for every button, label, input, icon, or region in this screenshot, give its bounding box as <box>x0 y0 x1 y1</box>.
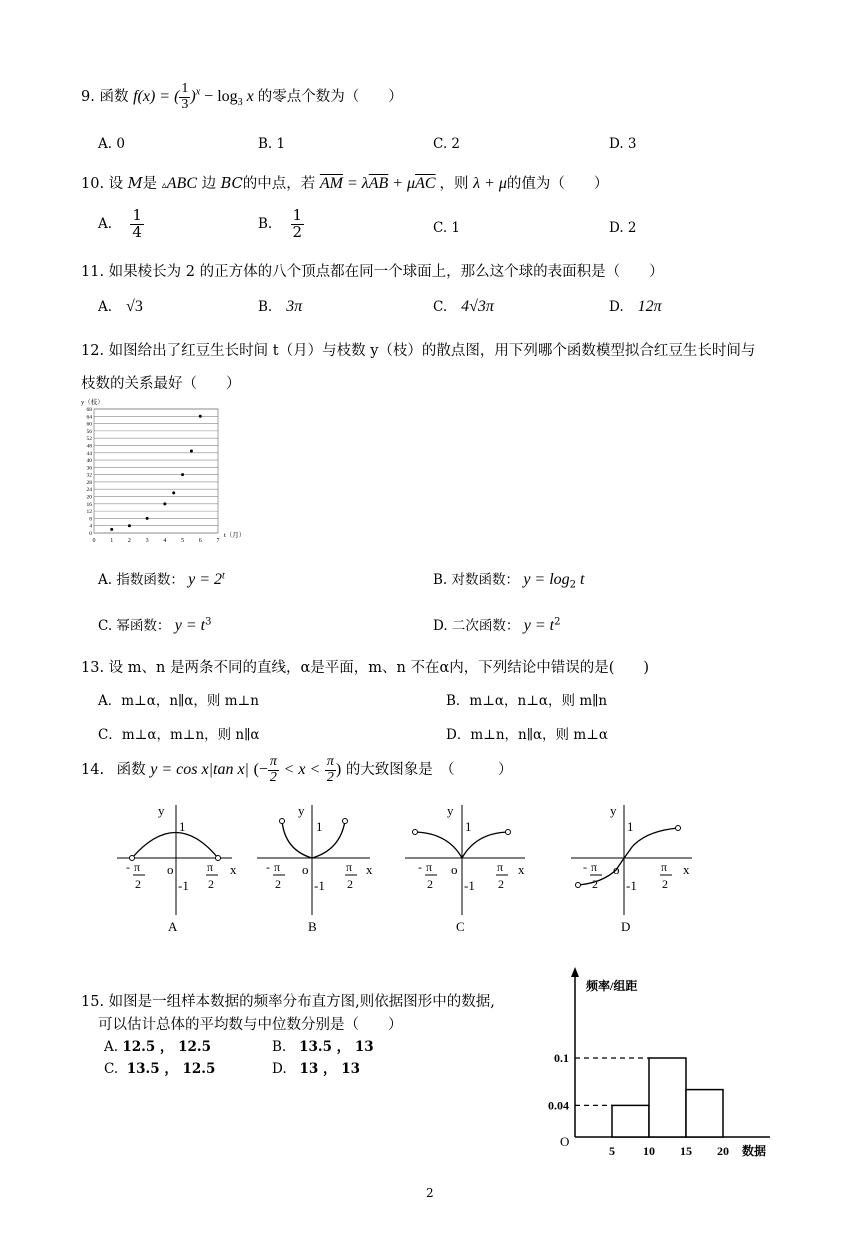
option-b: B．m⊥α，n⊥α，则 m∥n <box>446 693 608 709</box>
option-d: D. 12π <box>609 298 662 315</box>
histogram-bar <box>612 1105 649 1137</box>
option-c: C. 4√3π <box>433 298 494 315</box>
scatter-frame <box>94 409 218 533</box>
option-c: C. 幂函数： $y = t^3$ <box>98 616 212 634</box>
hist-xlabel: 数据 <box>742 1144 767 1158</box>
svg-text:y: y <box>610 803 617 818</box>
question-12-line2: 枝数的关系最好（ ） <box>81 376 241 392</box>
svg-text:1: 1 <box>179 819 186 834</box>
graph-label: B <box>308 919 317 934</box>
scatter-point <box>163 502 166 505</box>
svg-text:-1: -1 <box>178 878 189 893</box>
svg-text:2: 2 <box>347 877 353 891</box>
vector-equation: $\overline{AM} = \lambda\overline{AB} + \mu\overline{AC}$ <box>319 175 436 192</box>
question-15-line1: 15. 如图是一组样本数据的频率分布直方图,则依据图形中的数据, <box>81 994 495 1010</box>
scatter-x-tick: 5 <box>181 538 185 544</box>
scatter-x-tick: 3 <box>145 538 149 544</box>
option-b: B. $\frac{1}{2}$ <box>258 206 303 241</box>
svg-text:2: 2 <box>135 877 141 891</box>
option-b: B. 1 <box>258 136 286 152</box>
graph-a <box>112 795 242 940</box>
scatter-y-tick: 68 <box>86 407 92 413</box>
graph-label: A <box>168 919 178 934</box>
svg-text:π: π <box>274 860 281 874</box>
svg-text:-: - <box>126 860 130 874</box>
option-a: A. 0 <box>98 136 125 152</box>
histogram-x-tick: 5 <box>609 1144 615 1158</box>
svg-text:2: 2 <box>662 877 668 891</box>
option-c: C. 1 <box>433 220 461 236</box>
svg-text:y: y <box>158 803 165 818</box>
fraction: $\frac{\pi}{2}$ <box>326 754 334 785</box>
option-a: A. √3 <box>98 298 143 315</box>
hist-origin: O <box>560 1134 570 1149</box>
scatter-y-tick: 4 <box>89 523 92 530</box>
page-number: 2 <box>426 1186 434 1200</box>
svg-text:2: 2 <box>427 877 433 891</box>
option-a: A．m⊥α，n∥α，则 m⊥n <box>98 693 259 709</box>
svg-text:π: π <box>497 860 504 874</box>
option-b: B. 13.5 ， 13 <box>272 1039 374 1055</box>
scatter-y-tick: 44 <box>86 450 92 457</box>
svg-text:2: 2 <box>275 877 281 891</box>
option-d: D. 2 <box>609 220 637 236</box>
option-c: C．m⊥α，m⊥n，则 n∥α <box>98 727 260 743</box>
scatter-y-tick: 56 <box>86 428 92 435</box>
scatter-point <box>146 517 149 520</box>
svg-text:π: π <box>134 860 141 874</box>
scatter-y-tick: 0 <box>89 531 92 537</box>
option-c: C. 2 <box>433 136 461 152</box>
scatter-x-tick: 4 <box>163 538 167 544</box>
question-number: 10. <box>81 176 105 192</box>
scatter-y-tick: 8 <box>89 516 92 523</box>
svg-text:1: 1 <box>465 819 472 834</box>
graph-label: C <box>456 919 465 934</box>
question-9 <box>81 82 403 122</box>
fraction: $\frac{1}{4}$ <box>132 206 142 241</box>
option-a: A. $\frac{1}{4}$ <box>98 206 142 241</box>
option-b: B. 对数函数： $y = \log_2 t$ <box>433 571 585 591</box>
scatter-point <box>172 491 175 494</box>
svg-text:π: π <box>661 860 668 874</box>
svg-text:2: 2 <box>498 877 504 891</box>
question-11: 11. 如果棱长为 2 的正方体的八个顶点都在同一个球面上，那么这个球的表面积是（ ） <box>81 264 664 280</box>
scatter-point <box>190 449 193 452</box>
histogram-x-tick: 20 <box>717 1144 729 1158</box>
scatter-point <box>128 524 131 527</box>
scatter-y-tick: 28 <box>86 479 92 486</box>
option-d: D. 13 ， 13 <box>272 1061 360 1077</box>
scatter-xlabel: t（月） <box>224 532 246 539</box>
option-d: D. 二次函数： $y = t^2$ <box>433 616 561 634</box>
svg-text:x: x <box>230 862 237 877</box>
svg-text:2: 2 <box>208 877 214 891</box>
svg-text:π: π <box>207 860 214 874</box>
scatter-x-tick: 7 <box>216 538 220 544</box>
fraction: $\frac{\pi}{2}$ <box>269 754 277 785</box>
question-number: 9. <box>81 88 95 105</box>
svg-text:-1: -1 <box>626 878 637 893</box>
question-text: 函数 <box>99 88 129 105</box>
option-a: A. 指数函数： $y = 2^t$ <box>98 570 225 588</box>
formula: f(x) = ( $\frac{1}{3}$ )$^x - \log_3 x$ <box>133 81 254 112</box>
graph-b <box>252 795 382 940</box>
option-a: A. 12.5 ， 12.5 <box>104 1039 212 1055</box>
svg-text:1: 1 <box>627 819 634 834</box>
graph-c <box>400 795 535 940</box>
fraction: $\frac{1}{3}$ <box>181 81 189 112</box>
scatter-point <box>110 528 113 531</box>
scatter-ylabel: y（枝） <box>81 399 104 406</box>
graph-d <box>566 795 701 940</box>
histogram-x-tick: 10 <box>643 1144 655 1158</box>
question-13: 13. 设 m、n 是两条不同的直线，α是平面，m、n 不在α内，下列结论中错误的是( ) <box>81 660 650 676</box>
scatter-y-tick: 64 <box>86 414 92 421</box>
scatter-x-tick: 6 <box>198 538 202 544</box>
svg-text:-: - <box>266 860 270 874</box>
svg-text:y: y <box>298 803 305 818</box>
svg-text:-: - <box>418 860 422 874</box>
svg-text:o: o <box>451 862 458 877</box>
question-10: 10. 设 M是 ▵ABC 边 BC的中点，若 $\overline{AM} = \lambda\overline{AB} + \mu\overline{AC}$ ，则 λ + μ的值为（ ） <box>81 175 609 192</box>
fraction: $\frac{1}{2}$ <box>292 206 303 241</box>
scatter-y-tick: 20 <box>86 494 92 501</box>
question-text-end: 的零点个数为（ ） <box>257 88 403 105</box>
option-b: B. 3π <box>258 298 303 315</box>
scatter-y-tick: 52 <box>86 436 92 443</box>
svg-text:o: o <box>613 862 620 877</box>
svg-text:x: x <box>366 862 373 877</box>
svg-text:-: - <box>583 860 587 874</box>
svg-text:1: 1 <box>316 819 323 834</box>
svg-text:x: x <box>683 862 690 877</box>
triangle-icon: ▵ <box>161 180 167 191</box>
question-12-line1: 12. 如图给出了红豆生长时间 t（月）与枝数 y（枝）的散点图，用下列哪个函数模型拟合红豆生长时间与 <box>81 343 756 359</box>
svg-text:x: x <box>518 862 525 877</box>
question-15-line2: 可以估计总体的平均数与中位数分别是（ ） <box>98 1017 403 1033</box>
histogram-bar <box>686 1090 723 1137</box>
graph-label: D <box>621 919 631 934</box>
scatter-x-tick: 1 <box>110 538 114 544</box>
svg-text:2: 2 <box>592 877 598 891</box>
svg-text:π: π <box>426 860 433 874</box>
option-d: D．m⊥n，n∥α，则 m⊥α <box>446 727 608 743</box>
scatter-y-tick: 48 <box>86 443 92 450</box>
svg-text:-1: -1 <box>464 878 475 893</box>
scatter-y-tick: 16 <box>86 501 92 508</box>
scatter-y-tick: 60 <box>86 421 92 428</box>
svg-text:π: π <box>591 860 598 874</box>
question-14: 14. 函数 y = cos x|tan x| (− $\frac{\pi}{2}$ < x < $\frac{\pi}{2}$ ) 的大致图象是 （ ） <box>81 754 513 785</box>
svg-text:π: π <box>346 860 353 874</box>
scatter-y-tick: 24 <box>86 487 92 494</box>
scatter-plot <box>78 395 268 555</box>
histogram-bar <box>649 1058 686 1137</box>
svg-text:-1: -1 <box>314 878 325 893</box>
hist-ylabel: 频率/组距 <box>586 979 638 993</box>
histogram-y-tick: 0.1 <box>554 1051 569 1065</box>
svg-text:y: y <box>447 803 454 818</box>
scatter-x-tick: 0 <box>92 538 96 544</box>
svg-text:o: o <box>167 862 174 877</box>
scatter-point <box>181 473 184 476</box>
histogram-x-tick: 15 <box>680 1144 692 1158</box>
option-d: D. 3 <box>609 136 637 152</box>
scatter-x-tick: 2 <box>127 538 131 544</box>
scatter-point <box>199 415 202 418</box>
option-c: C. 13.5 ， 12.5 <box>104 1061 216 1077</box>
scatter-y-tick: 40 <box>86 458 92 465</box>
histogram <box>530 962 780 1162</box>
scatter-y-tick: 36 <box>86 465 92 472</box>
histogram-y-tick: 0.04 <box>548 1098 569 1113</box>
scatter-y-tick: 32 <box>86 472 92 479</box>
scatter-y-tick: 12 <box>86 509 92 516</box>
svg-text:o: o <box>302 862 309 877</box>
